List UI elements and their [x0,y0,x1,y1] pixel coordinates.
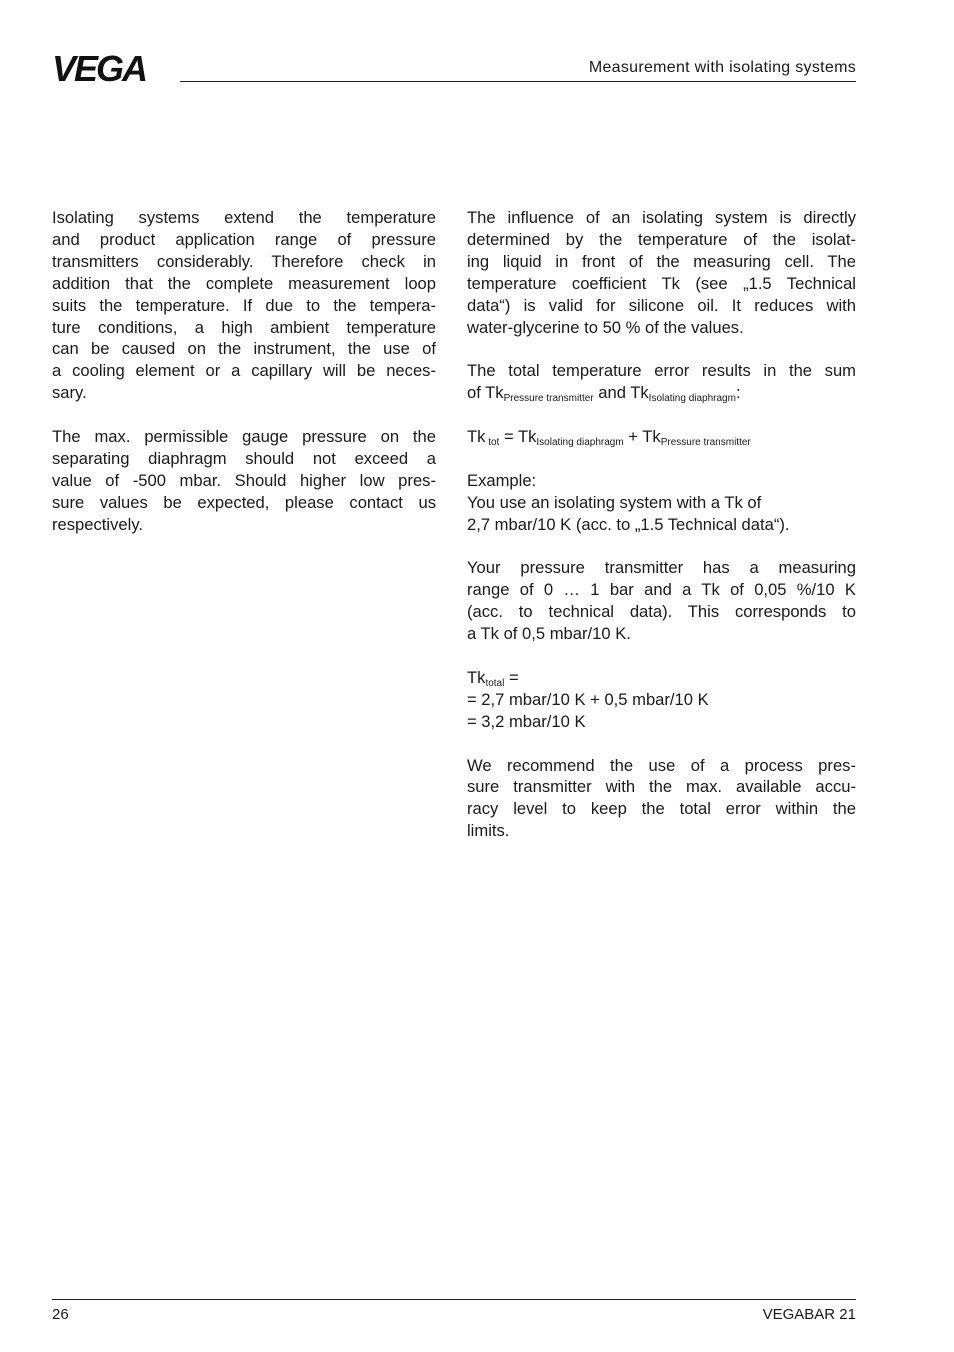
text-line: determined by the temperature of the isolat- [467,229,856,249]
sum-paragraph [467,360,856,404]
text-line: water-glycerine to 50 % of the values. [467,317,744,337]
text-line: (acc. to technical data). This corresponds to [467,602,856,622]
text-line: a cooling element or a capillary will be neces- [52,361,436,381]
text-line: 2,7 mbar/10 K (acc. to „1.5 Technical data“). [467,514,790,534]
text-line: temperature coefficient Tk (see „1.5 Technical [467,273,856,293]
text-line: addition that the complete measurement loop [52,273,436,293]
text-line: We recommend the use of a process pres- [467,755,856,775]
text-line: and product application range of pressure [52,229,436,249]
text-line: ing liquid in front of the measuring cell. The [467,251,856,271]
recommendation-paragraph [467,755,856,843]
example-label: Example: [467,470,537,490]
right-column [467,207,856,864]
text-line: racy level to keep the total error within the [467,799,856,819]
intro-paragraph [52,207,436,404]
sum-terms-line: of $Tk_{Pressure transmitter}$ and $Tk_{Isolating diaphragm}$: [467,383,741,405]
transmitter-paragraph [467,557,856,645]
text-line: You use an isolating system with a Tk of [467,492,762,512]
text-line: can be caused on the instrument, the use of [52,339,436,359]
text-line: sure transmitter with the max. available accu- [467,777,856,797]
text-line: The max. permissible gauge pressure on the [52,427,436,447]
footer-divider [52,1299,856,1300]
text-line: sure values be expected, please contact us [52,492,436,512]
total-calculation [467,667,856,733]
text-line: Isolating systems extend the temperature [52,208,436,227]
tk-formula [467,426,856,448]
influence-paragraph [467,207,856,338]
text-line: data“) is valid for silicone oil. It reduces with [467,295,856,315]
header-divider [180,81,856,82]
text-line: suits the temperature. If due to the tempera- [52,295,436,315]
text-line: Your pressure transmitter has a measuring [467,558,856,578]
example-paragraph [467,470,856,536]
text-line: sary. [52,383,87,403]
text-line: range of 0 … 1 bar and a Tk of 0,05 %/10 K [467,580,856,600]
total-formula-line: $Tk_{total}$ = [467,667,519,689]
text-line: The total temperature error results in the sum [467,361,856,381]
text-line: The influence of an isolating system is directly [467,208,856,227]
text-line: value of -500 mbar. Should higher low pres- [52,470,436,490]
formula-line: Tk $_{tot} = Tk_{Isolating diaphragm} + Tk_{Pressure transmitter}$ [467,427,751,449]
left-column [52,207,436,557]
total-formula-line: = 3,2 mbar/10 K [467,711,586,731]
text-line: respectively. [52,514,143,534]
gauge-pressure-paragraph [52,426,436,536]
page-number: 26 [52,1306,69,1323]
vega-logo [52,52,172,84]
section-title: Measurement with isolating systems [588,59,856,76]
document-name: VEGABAR 21 [762,1306,856,1323]
text-line: separating diaphragm should not exceed a [52,448,436,468]
svg-text:VEGA: VEGA [52,52,147,84]
total-formula-line: = 2,7 mbar/10 K + 0,5 mbar/10 K [467,689,709,709]
text-line: transmitters considerably. Therefore check in [52,251,436,271]
text-line: limits. [467,821,510,841]
text-line: ture conditions, a high ambient temperature [52,317,436,337]
text-line: a Tk of 0,5 mbar/10 K. [467,624,631,644]
